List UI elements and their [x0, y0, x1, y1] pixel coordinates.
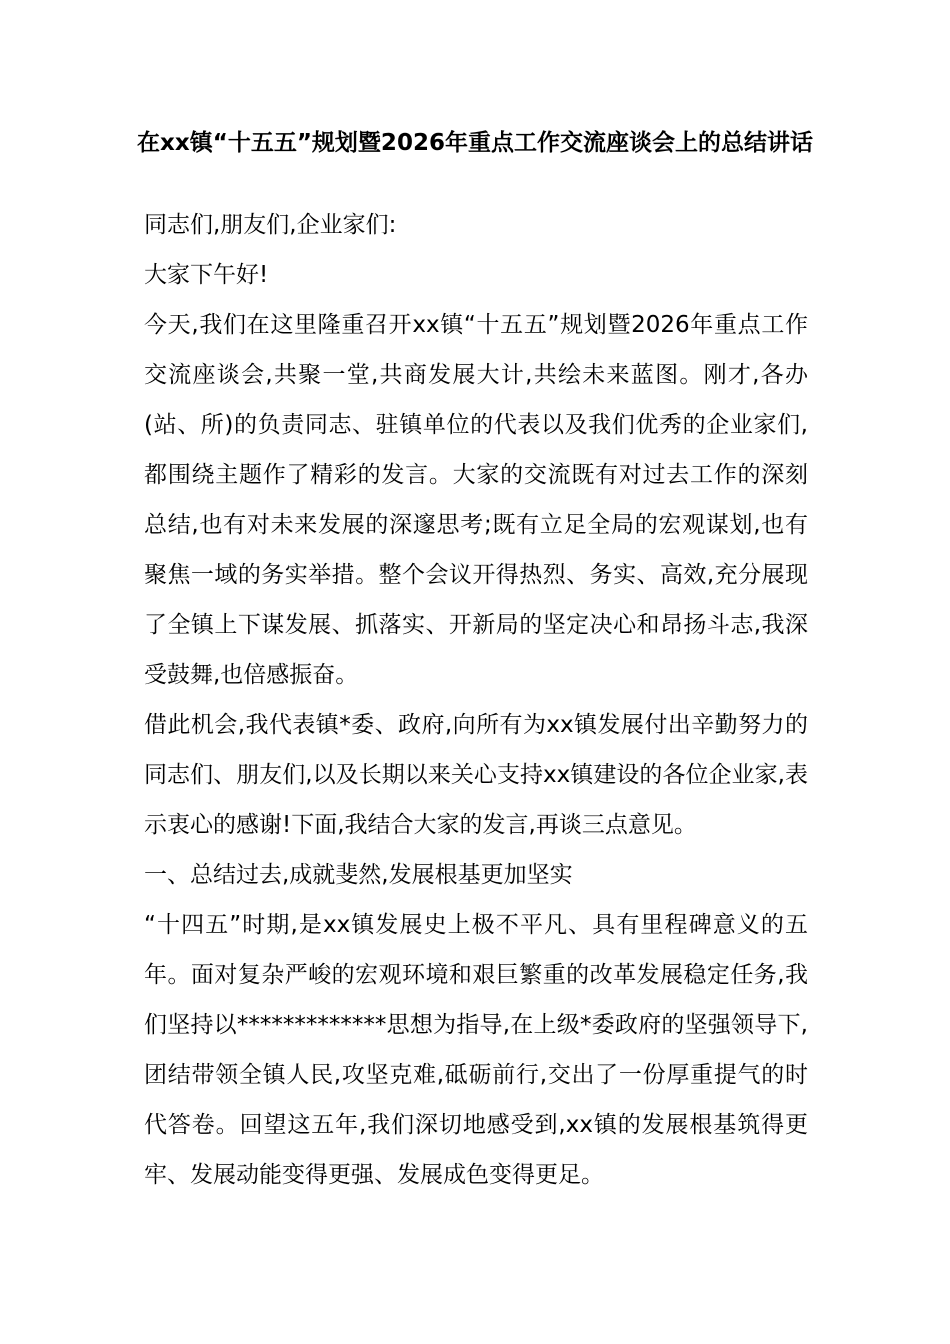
salutation-paragraph: 同志们,朋友们,企业家们:: [144, 212, 397, 238]
document-title: 在xx镇“十五五”规划暨2026年重点工作交流座谈会上的总结讲话: [137, 130, 813, 156]
greeting-paragraph: 大家下午好!: [144, 262, 269, 288]
section-heading: 一、总结过去,成就斐然,发展根基更加坚实: [144, 862, 573, 888]
intro-paragraph: 今天,我们在这里隆重召开xx镇“十五五”规划暨2026年重点工作交流座谈会,共聚一堂,共商发展大计,共绘未来蓝图。刚才,各办(站、所)的负责同志、驻镇单位的代表以及我们优秀的企业家们,都围绕主题作了精彩的发言。大家的交流既有对过去工作的深刻总结,也有对未来发展的深邃思考;既有立足全局的宏观谋划,也有聚焦一域的务实举措。整个会议开得热烈、务实、高效,充分展现了全镇上下谋发展、抓落实、开新局的坚定决心和昂扬斗志,我深受鼓舞,也倍感振奋。: [144, 312, 808, 688]
thanks-paragraph: 借此机会,我代表镇*委、政府,向所有为xx镇发展付出辛勤努力的同志们、朋友们,以及长期以来关心支持xx镇建设的各位企业家,表示衷心的感谢!下面,我结合大家的发言,再谈三点意见。: [144, 712, 808, 838]
document-body: [144, 200, 808, 1200]
review-paragraph: “十四五”时期,是xx镇发展史上极不平凡、具有里程碑意义的五年。面对复杂严峻的宏观环境和艰巨繁重的改革发展稳定任务,我们坚持以*************思想为指导,在上级*委政府的坚强领导下,团结带领全镇人民,攻坚克难,砥砺前行,交出了一份厚重提气的时代答卷。回望这五年,我们深切地感受到,xx镇的发展根基筑得更牢、发展动能变得更强、发展成色变得更足。: [144, 912, 808, 1188]
